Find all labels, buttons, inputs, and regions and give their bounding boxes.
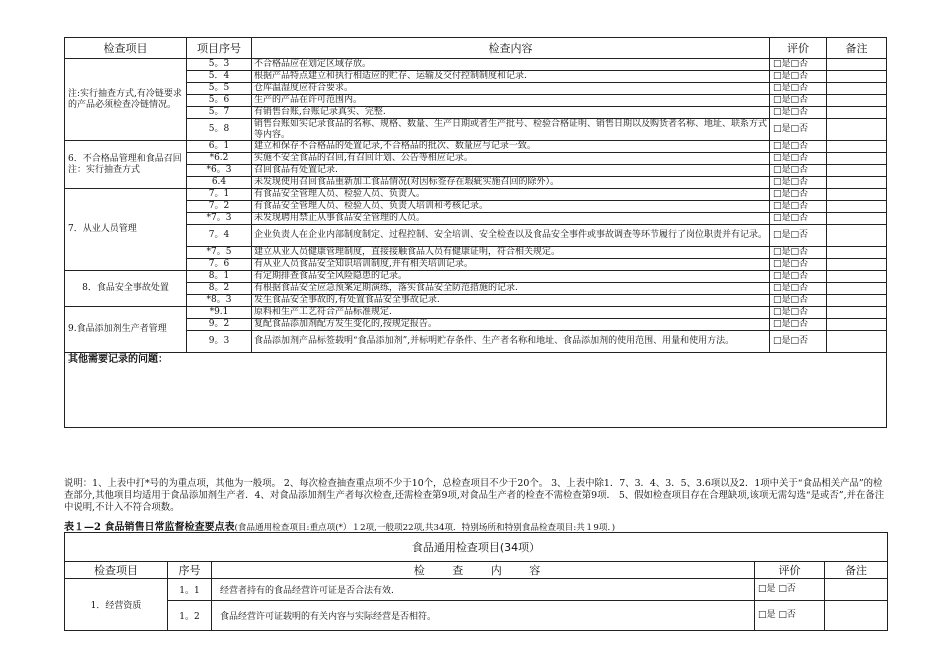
header-category: 检查项目 [65,562,168,579]
row-seq: 7。1 [187,189,252,201]
row-seq: 7。4 [187,225,252,247]
row-seq: *6.2 [187,153,252,165]
row-seq: 5。5 [187,83,252,95]
eval-checkbox[interactable]: □是□否 [770,95,827,107]
row-seq: 5。8 [187,119,252,141]
category-business-license: 1．经营资质 [65,579,168,631]
row-seq: 5。7 [187,107,252,119]
row-content: 有从业人员食品安全知识培训制度,并有相关培训记录。 [252,259,770,271]
eval-checkbox[interactable]: □是□否 [770,83,827,95]
row-seq: 8。2 [187,283,252,295]
header-eval: 评价 [770,38,827,59]
row-content: 经营者持有的食品经营许可证是否合法有效. [212,579,755,601]
eval-checkbox[interactable]: □是□否 [770,153,827,165]
other-issues-label: 其他需要记录的问题： [68,354,168,365]
row-seq: 5。6 [187,95,252,107]
remark-cell[interactable] [827,59,887,71]
eval-checkbox[interactable]: □是□否 [770,177,827,189]
remark-cell[interactable] [825,579,888,601]
row-seq: *8。3 [187,295,252,307]
remark-cell[interactable] [827,141,887,153]
row-content: 企业负责人在企业内部制度制定、过程控制、安全培训、安全检查以及食品安全事件或事故调查等环节履行了岗位职责并有记录。 [252,225,770,247]
remark-cell[interactable] [825,601,888,631]
row-seq: 5．4 [187,71,252,83]
remark-cell[interactable] [827,153,887,165]
row-content: 根据产品特点建立和执行相适应的贮存、运输及交付控制制度和记录. [252,71,770,83]
remark-cell[interactable] [827,95,887,107]
row-content: 有食品安全管理人员、检验人员、负责人培训和考核记录。 [252,201,770,213]
eval-checkbox[interactable]: □是 □否 [755,579,825,601]
eval-checkbox[interactable]: □是□否 [770,107,827,119]
eval-checkbox[interactable]: □是□否 [770,141,827,153]
row-seq: 6.4 [187,177,252,189]
remark-cell[interactable] [827,177,887,189]
eval-checkbox[interactable]: □是□否 [770,213,827,225]
remark-cell[interactable] [827,271,887,283]
remark-cell[interactable] [827,165,887,177]
category-additive: 9.食品添加剂生产者管理 [65,307,187,353]
row-content: 有销售台账,台账记录真实、完整. [252,107,770,119]
row-content: 食品经营许可证载明的有关内容与实际经营是否相符。 [212,601,755,631]
eval-checkbox[interactable]: □是□否 [770,189,827,201]
row-content: 生产的产品在许可范围内。 [252,95,770,107]
header-seq: 项目序号 [187,38,252,59]
remark-cell[interactable] [827,307,887,319]
row-content: 仓库温湿度应符合要求。 [252,83,770,95]
eval-checkbox[interactable]: □是□否 [770,225,827,247]
eval-checkbox[interactable]: □是□否 [770,295,827,307]
category-incident: 8．食品安全事故处置 [65,271,187,307]
eval-checkbox[interactable]: □是□否 [770,331,827,353]
remark-cell[interactable] [827,83,887,95]
remark-cell[interactable] [827,283,887,295]
other-issues-field[interactable] [65,353,887,428]
row-content: 未发现使用召回食品重新加工食品情况(对因标签存在瑕疵实施召回的除外）。 [252,177,770,189]
row-content: 复配食品添加剂配方发生变化的,按规定报告。 [252,319,770,331]
caption-label: 表１—2 食品销售日常监督检查要点表 [64,522,235,533]
header-eval: 评价 [755,562,825,579]
row-content: 有食品安全管理人员、检验人员、负责人。 [252,189,770,201]
eval-checkbox[interactable]: □是□否 [770,259,827,271]
row-seq: 1。1 [168,579,212,601]
remark-cell[interactable] [827,259,887,271]
row-seq: 8。1 [187,271,252,283]
row-seq: 6。1 [187,141,252,153]
row-seq: *7。3 [187,213,252,225]
row-content: 发生食品安全事故的,有处置食品安全事故记录. [252,295,770,307]
category-storage-sales: 注:实行抽查方式,有冷链要求的产品必须检查冷链情况。 [65,59,187,141]
notes-paragraph: 说明：1、上表中打*号的为重点项，其他为一般项。 2、每次检查抽查重点项不少于10个，总检查项目不少于20个。 3、上表中除1．7、3．4、3．5、3.6项以及2．1项中关于“食品相关产品”的检查部分,其他项目均适用于食品添加剂生产者．4、对食品添加剂生产者每次检查,还需检查第9项,对食品生产者的检查不需检查第9项． 5、假如检查项目存在合理缺项,该项无需勾选“是或否”,并在备注中说明,不计入不符合项数。 [64,478,885,514]
eval-checkbox[interactable]: □是 □否 [755,601,825,631]
row-seq: *7。5 [187,247,252,259]
header-remark: 备注 [825,562,888,579]
eval-checkbox[interactable]: □是□否 [770,271,827,283]
row-seq: 9。3 [187,331,252,353]
eval-checkbox[interactable]: □是□否 [770,71,827,83]
row-content: 实施不安全食品的召回,有召回计划、公告等相应记录。 [252,153,770,165]
row-seq: 1。2 [168,601,212,631]
category-nonconforming-recall: 6．不合格品管理和食品召回 注：实行抽查方式 [65,141,187,189]
remark-cell[interactable] [827,247,887,259]
eval-checkbox[interactable]: □是□否 [770,319,827,331]
eval-checkbox[interactable]: □是□否 [770,59,827,71]
row-seq: 5。3 [187,59,252,71]
row-content: 不合格品应在划定区域存放。 [252,59,770,71]
remark-cell[interactable] [827,71,887,83]
eval-checkbox[interactable]: □是□否 [770,201,827,213]
remark-cell[interactable] [827,189,887,201]
row-seq: 7。6 [187,259,252,271]
row-seq: 9。2 [187,319,252,331]
row-content: 建立从业人员健康管理制度，直接接触食品人员有健康证明，符合相关规定。 [252,247,770,259]
row-content: 建立和保存不合格品的处置记录,不合格品的批次、数量应与记录一致。 [252,141,770,153]
caption-detail: (食品通用检查项目:重点项(*）１2项,一般项22项,共34项．特别场所和特别食品检查项目:共１9项．) [234,523,616,533]
header-remark: 备注 [827,38,887,59]
header-content: 检查内容 [252,38,770,59]
header-content: 检 查 内 容 [212,562,755,579]
row-seq: *6。3 [187,165,252,177]
eval-checkbox[interactable]: □是□否 [770,307,827,319]
table2-title: 食品通用检查项目(34项） [65,533,888,562]
eval-checkbox[interactable]: □是□否 [770,283,827,295]
general-inspection-table [64,532,888,631]
remark-cell[interactable] [827,119,887,141]
remark-cell[interactable] [827,107,887,119]
row-content: 有根据食品安全应急预案定期演练，落实食品安全防范措施的记录. [252,283,770,295]
header-seq: 序号 [168,562,212,579]
row-seq: 7。2 [187,201,252,213]
row-content: 销售台账如实记录食品的名称、规格、数量、生产日期或者生产批号、检验合格证明、销售日期以及购货者名称、地址、联系方式等内容。 [252,119,770,141]
category-staff: 7．从业人员管理 [65,189,187,271]
eval-checkbox[interactable]: □是□否 [770,165,827,177]
row-content: 原料和生产工艺符合产品标准规定. [252,307,770,319]
header-category: 检查项目 [65,38,187,59]
row-content: 召回食品有处置记录. [252,165,770,177]
row-content: 有定期排查食品安全风险隐患的记录。 [252,271,770,283]
remark-cell[interactable] [827,225,887,247]
remark-cell[interactable] [827,213,887,225]
remark-cell[interactable] [827,295,887,307]
eval-checkbox[interactable]: □是□否 [770,119,827,141]
row-content: 食品添加剂产品标签载明“食品添加剂”,并标明贮存条件、生产者名称和地址、食品添加剂的使用范围、用量和使用方法。 [252,331,770,353]
table-caption [64,518,888,533]
remark-cell[interactable] [827,319,887,331]
row-seq: *9.1 [187,307,252,319]
remark-cell[interactable] [827,201,887,213]
remark-cell[interactable] [827,331,887,353]
row-content: 未发现聘用禁止从事食品安全管理的人员。 [252,213,770,225]
eval-checkbox[interactable]: □是□否 [770,247,827,259]
inspection-table [64,37,887,428]
